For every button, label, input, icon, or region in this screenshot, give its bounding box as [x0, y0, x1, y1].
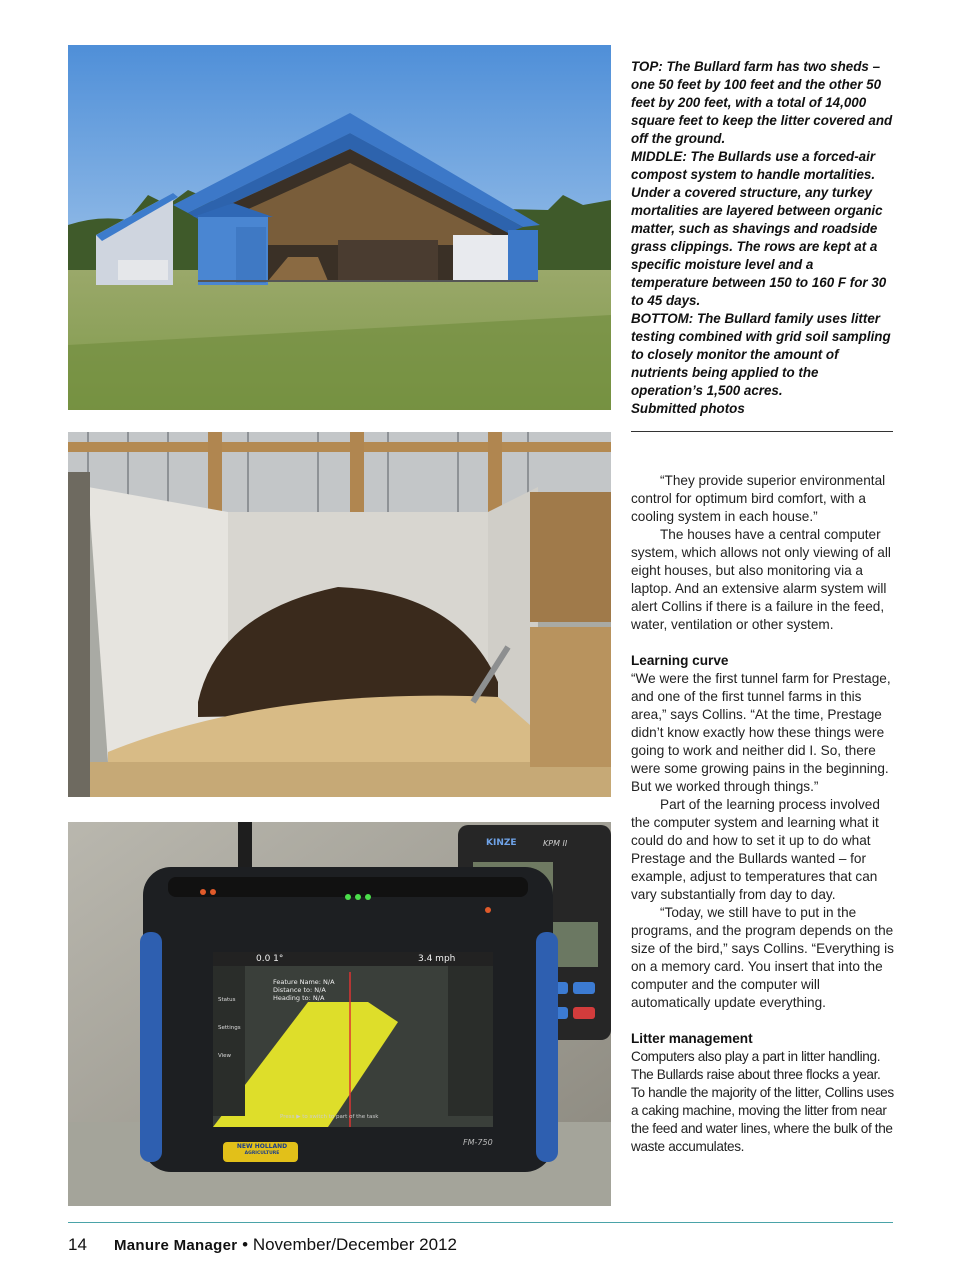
monitor-info-line: Feature Name: N/A	[273, 978, 335, 986]
issue-date: November/December 2012	[252, 1235, 457, 1254]
monitor-bottom-status: Press ▶ to switch to part of the task	[280, 1114, 379, 1120]
monitor-brand: NEW HOLLAND	[236, 1143, 288, 1150]
article-paragraph: “Today, we still have to put in the programs, and the program depends on the size of the bird,” says Collins. “Everything is on a memory card. You insert that into the computer and the computer will automatically update everything.	[631, 905, 894, 1010]
article-paragraph: Part of the learning process involved the computer system and learning what it could do and how to set it up to do what Prestage and the Bullards wanted – for example, adjust to temperatures that can vary substantially from day to day.	[631, 797, 880, 902]
article-paragraph: Computers also play a part in litter handling. The Bullards raise about three flocks a year. To handle the majority of the litter, Collins uses a caking machine, moving the litter from near the feed and water lines, where the bulk of the waste accumulates.	[631, 1049, 894, 1154]
kinze-model: KPM II	[543, 839, 568, 848]
monitor-info-line: Heading to: N/A	[273, 994, 325, 1002]
monitor-brand-logo	[226, 1143, 298, 1157]
caption-bottom: BOTTOM: The Bullard family uses litter testing combined with grid soil sampling to closely monitor the amount of nutrients being applied to the operation’s 1,500 acres.	[631, 311, 891, 398]
kinze-label: KINZE	[486, 838, 517, 848]
section-heading-litter-management: Litter management	[631, 1031, 753, 1046]
monitor-side-status: Status	[218, 997, 236, 1003]
article-paragraph: “They provide superior environmental control for optimum bird comfort, with a cooling system in each house.”	[631, 473, 886, 524]
caption-divider	[631, 431, 893, 432]
footer-separator: •	[242, 1235, 249, 1254]
article-paragraph: “We were the first tunnel farm for Prestage, and one of the first tunnel farms in this area,” says Collins. “At the time, Prestage didn’t know exactly how these things were going to work and neither did I. So, there were some growing pains in the beginning. But we worked through things.”	[631, 671, 891, 794]
caption-middle: MIDDLE: The Bullards use a forced-air compost system to handle mortalities. Under a covered structure, any turkey mortalities are layered between organic matter, such as shavings and roadside grass clippings. The rows are kept at a specific moisture level and a temperature between 150 to 160 F for 30 to 45 days.	[631, 149, 887, 308]
photo-monitor	[68, 822, 611, 1206]
page-footer	[68, 1235, 457, 1256]
monitor-model: FM-750	[463, 1138, 493, 1147]
page-number: 14	[68, 1235, 87, 1254]
caption-credit: Submitted photos	[631, 401, 745, 416]
monitor-side-settings: Settings	[218, 1025, 241, 1031]
caption-top: TOP: The Bullard farm has two sheds – one 50 feet by 100 feet and the other 50 feet by 200 feet, with a total of 14,000 square feet to keep the litter covered and off the ground.	[631, 59, 893, 146]
photo-caption	[631, 58, 893, 418]
article-body	[631, 472, 895, 1156]
monitor-speed: 3.4 mph	[418, 954, 456, 964]
footer-divider	[68, 1222, 893, 1223]
monitor-info-line: Distance to: N/A	[273, 986, 326, 994]
monitor-side-view: View	[218, 1053, 232, 1059]
monitor-heading: 0.0 1°	[256, 954, 284, 964]
section-heading-learning-curve: Learning curve	[631, 653, 729, 668]
monitor-info	[273, 978, 335, 1002]
photo-shed	[68, 45, 611, 410]
photo-compost-bin	[68, 432, 611, 797]
article-paragraph: The houses have a central computer system, which allows not only viewing of all eight houses, but also monitoring via a laptop. And an extensive alarm system will alert Collins if there is a failure in the feed, water, ventilation or other system.	[631, 527, 891, 632]
monitor-brand-sub: AGRICULTURE	[244, 1151, 280, 1156]
magazine-name: Manure Manager	[114, 1237, 238, 1254]
